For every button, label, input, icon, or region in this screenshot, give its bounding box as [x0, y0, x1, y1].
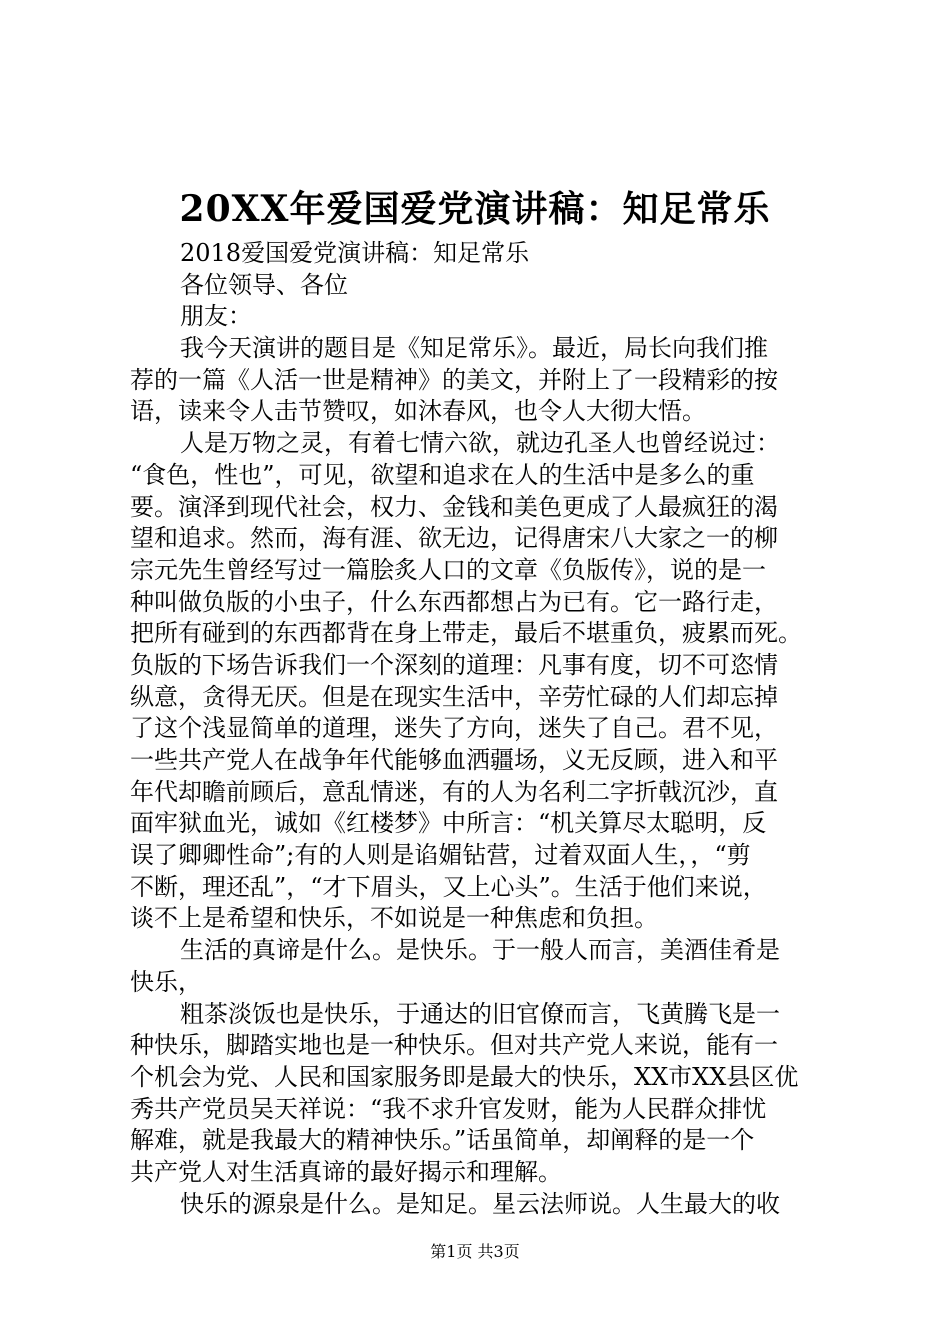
text-line: 荐的一篇《人活一世是精神》的美文，并附上了一段精彩的按 — [130, 365, 778, 394]
text-line: 纵意，贪得无厌。但是在现实生活中，辛劳忙碌的人们却忘掉 — [130, 682, 778, 711]
page-footer: 第1页 共3页 — [430, 1242, 520, 1261]
text-line: 种叫做负版的小虫子，什么东西都想占为已有。它一路行走， — [130, 587, 778, 616]
text-line: 了这个浅显简单的道理，迷失了方向，迷失了自己。君不见， — [130, 714, 778, 743]
text-line: 年代却瞻前顾后，意乱情迷，有的人为名利二字折戟沉沙，直 — [130, 777, 778, 806]
text-line: 把所有碰到的东西都背在身上带走，最后不堪重负，疲累而死。 — [130, 619, 802, 648]
text-line: 生活的真谛是什么。是快乐。于一般人而言，美酒佳肴是 — [180, 936, 780, 965]
text-line: 负版的下场告诉我们一个深刻的道理：凡事有度，切不可恣情 — [130, 650, 778, 679]
text-line: 谈不上是希望和快乐，不如说是一种焦虑和负担。 — [130, 904, 658, 933]
text-line: 人是万物之灵，有着七情六欲，就边孔圣人也曾经说过： — [180, 429, 780, 458]
text-line: 解难，就是我最大的精神快乐。”话虽简单，却阐释的是一个 — [130, 1126, 755, 1155]
text-line: 2018爱国爱党演讲稿：知足常乐 — [180, 239, 530, 267]
text-line: 误了卿卿性命”;有的人则是谄媚钻营，过着双面人生，，“剪 — [130, 841, 751, 870]
text-line: 不断，理还乱”，“才下眉头，又上心头”。生活于他们来说， — [130, 872, 767, 901]
text-line: 粗茶淡饭也是快乐，于通达的旧官僚而言，飞黄腾飞是一 — [180, 999, 780, 1028]
text-line: 快乐， — [130, 967, 202, 996]
text-line: 秀共产党员吴天祥说：“我不求升官发财，能为人民群众排忧 — [130, 1094, 767, 1123]
document-title: 20XX年爱国爱党演讲稿：知足常乐 — [179, 188, 771, 230]
text-line: 各位领导、各位 — [180, 270, 348, 299]
text-line: 一些共产党人在战争年代能够血洒疆场，义无反顾，进入和平 — [130, 746, 778, 774]
text-line: 望和追求。然而，海有涯、欲无边，记得唐宋八大家之一的柳 — [130, 524, 778, 553]
text-line: 朋友： — [180, 302, 252, 331]
document-body — [130, 238, 835, 1220]
text-line: 我今天演讲的题目是《知足常乐》。最近，局长向我们推 — [180, 334, 768, 363]
text-line: 要。演泽到现代社会，权力、金钱和美色更成了人最疯狂的渴 — [130, 492, 778, 521]
text-line: 个机会为党、人民和国家服务即是最大的快乐，XX市XX县区优 — [130, 1062, 799, 1091]
text-line: 语，读来令人击节赞叹，如沐春风，也令人大彻大悟。 — [130, 397, 706, 426]
text-line: 共产党人对生活真谛的最好揭示和理解。 — [130, 1157, 562, 1186]
text-line: 面牢狱血光，诚如《红楼梦》中所言：“机关算尽太聪明，反 — [130, 809, 767, 838]
text-line: 种快乐，脚踏实地也是一种快乐。但对共产党人来说，能有一 — [130, 1031, 778, 1060]
text-line: “食色，性也”，可见，欲望和追求在人的生活中是多么的重 — [130, 460, 755, 489]
text-line: 宗元先生曾经写过一篇脍炙人口的文章《负版传》，说的是一 — [130, 555, 766, 584]
text-line: 快乐的源泉是什么。是知足。星云法师说。人生最大的收 — [180, 1189, 780, 1218]
